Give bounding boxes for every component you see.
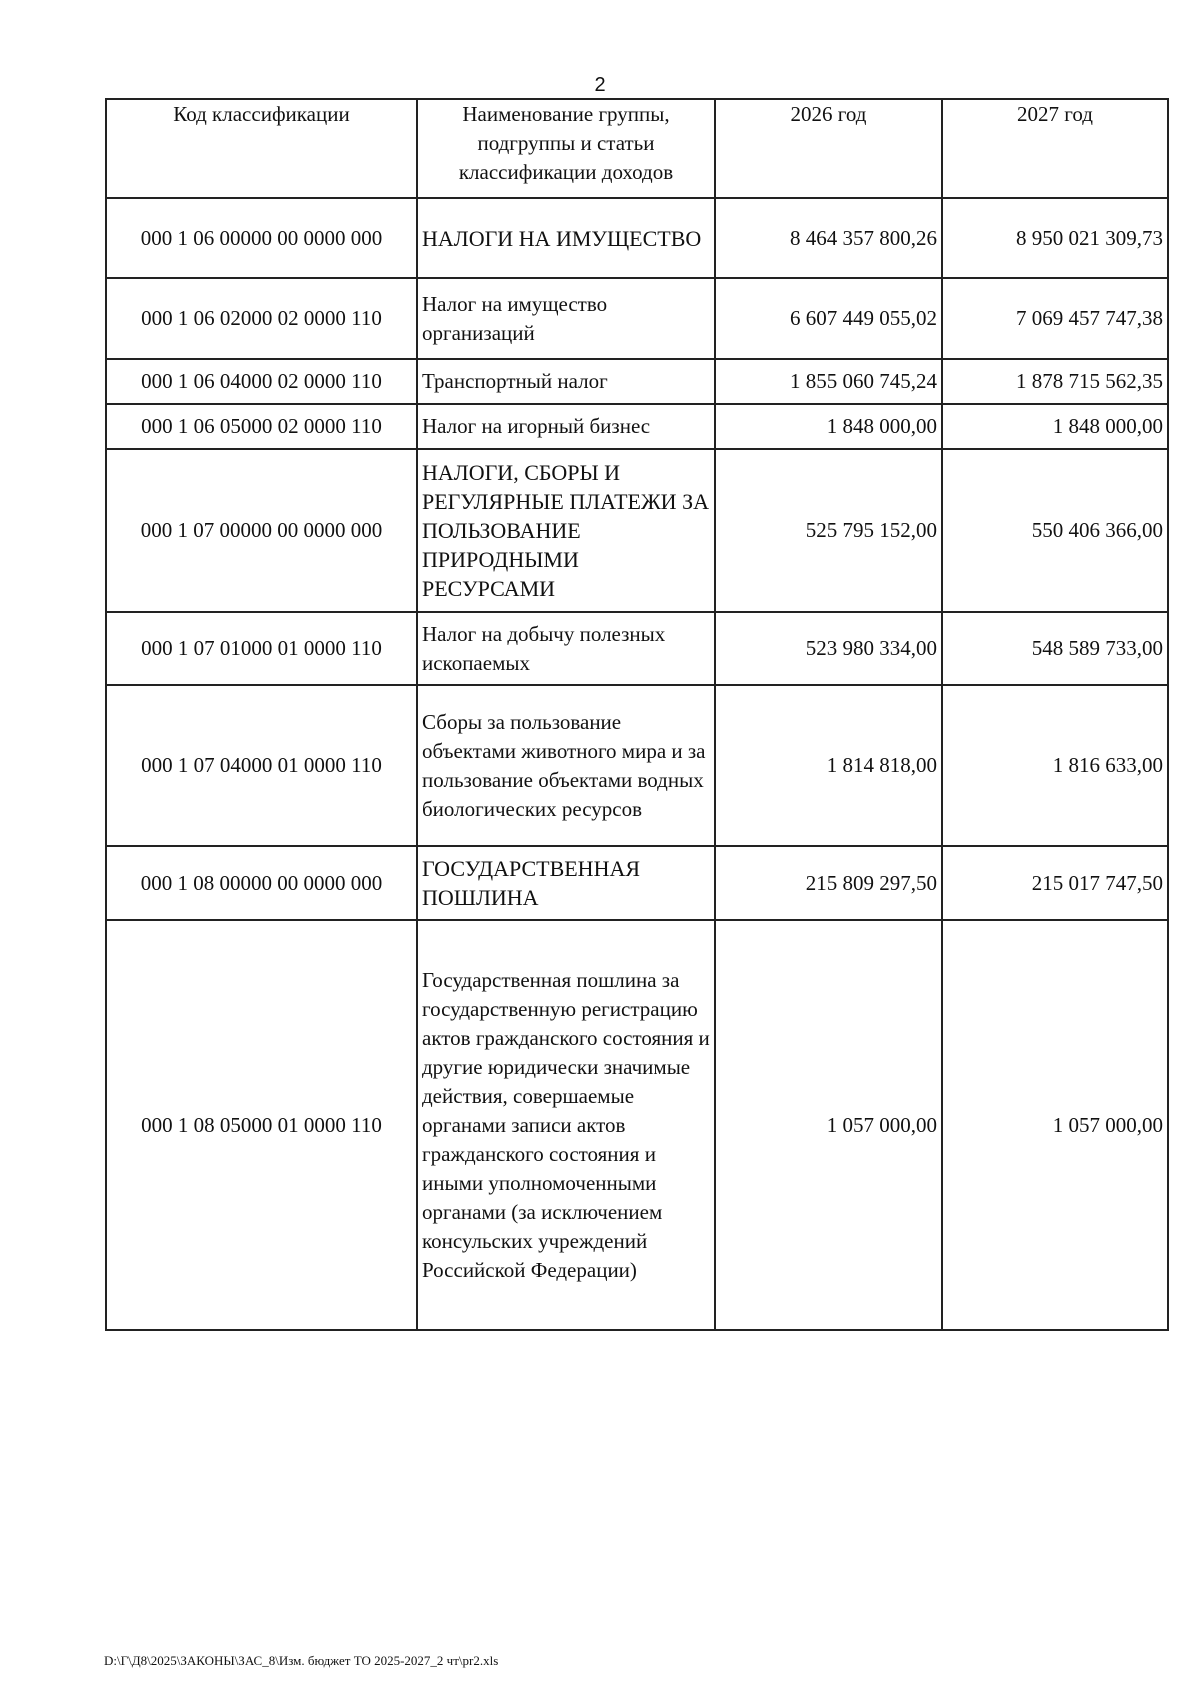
row-amount-2026: 1 814 818,00: [715, 685, 942, 846]
row-name: Налог на имущество организаций: [417, 278, 715, 359]
row-code: 000 1 06 02000 02 0000 110: [106, 278, 417, 359]
row-amount-2026: 1 848 000,00: [715, 404, 942, 449]
row-name: Налог на добычу полезных ископаемых: [417, 612, 715, 685]
row-name: НАЛОГИ, СБОРЫ И РЕГУЛЯРНЫЕ ПЛАТЕЖИ ЗА ПОЛЬЗОВАНИЕ ПРИРОДНЫМИ РЕСУРСАМИ: [417, 449, 715, 612]
table-row: [106, 612, 1168, 685]
row-amount-2027: 7 069 457 747,38: [942, 278, 1168, 359]
row-code: 000 1 07 01000 01 0000 110: [106, 612, 417, 685]
table-row: [106, 198, 1168, 278]
row-amount-2026: 1 855 060 745,24: [715, 359, 942, 404]
header-code: Код классификации: [106, 99, 417, 198]
header-year-2026: 2026 год: [715, 99, 942, 198]
row-amount-2027: 548 589 733,00: [942, 612, 1168, 685]
header-name: Наименование группы, подгруппы и статьи классификации доходов: [417, 99, 715, 198]
row-amount-2027: 8 950 021 309,73: [942, 198, 1168, 278]
table-row: [106, 278, 1168, 359]
row-amount-2027: 1 057 000,00: [942, 920, 1168, 1330]
row-amount-2026: 6 607 449 055,02: [715, 278, 942, 359]
row-name: Транспортный налог: [417, 359, 715, 404]
row-code: 000 1 08 00000 00 0000 000: [106, 846, 417, 920]
row-amount-2027: 1 848 000,00: [942, 404, 1168, 449]
header-year-2027: 2027 год: [942, 99, 1168, 198]
table-row: [106, 920, 1168, 1330]
row-code: 000 1 06 04000 02 0000 110: [106, 359, 417, 404]
row-amount-2026: 215 809 297,50: [715, 846, 942, 920]
row-amount-2027: 1 878 715 562,35: [942, 359, 1168, 404]
row-code: 000 1 07 04000 01 0000 110: [106, 685, 417, 846]
row-name: Сборы за пользование объектами животного мира и за пользование объектами водных биологических ресурсов: [417, 685, 715, 846]
table-row: [106, 846, 1168, 920]
row-amount-2027: 1 816 633,00: [942, 685, 1168, 846]
row-amount-2026: 525 795 152,00: [715, 449, 942, 612]
row-amount-2026: 8 464 357 800,26: [715, 198, 942, 278]
row-name: Налог на игорный бизнес: [417, 404, 715, 449]
table-row: [106, 449, 1168, 612]
page-number: 2: [594, 74, 606, 96]
row-name: ГОСУДАРСТВЕННАЯ ПОШЛИНА: [417, 846, 715, 920]
row-code: 000 1 07 00000 00 0000 000: [106, 449, 417, 612]
row-code: 000 1 06 05000 02 0000 110: [106, 404, 417, 449]
row-code: 000 1 06 00000 00 0000 000: [106, 198, 417, 278]
row-code: 000 1 08 05000 01 0000 110: [106, 920, 417, 1330]
table-row: [106, 685, 1168, 846]
table-header-row: [106, 99, 1168, 198]
footer-file-path: D:\Г\Д8\2025\ЗАКОНЫ\ЗАС_8\Изм. бюджет ТО 2025-2027_2 чт\pr2.xls: [104, 1653, 499, 1668]
row-amount-2027: 215 017 747,50: [942, 846, 1168, 920]
table-row: [106, 359, 1168, 404]
row-name: НАЛОГИ НА ИМУЩЕСТВО: [417, 198, 715, 278]
table-row: [106, 404, 1168, 449]
row-amount-2026: 1 057 000,00: [715, 920, 942, 1330]
row-amount-2027: 550 406 366,00: [942, 449, 1168, 612]
row-name: Государственная пошлина за государственную регистрацию актов гражданского состояния и другие юридически значимые действия, совершаемые органами записи актов гражданского состояния и иными уполномоченными органами (за исключением консульских учреждений Российской Федерации): [417, 920, 715, 1330]
revenue-table: [105, 98, 1169, 1331]
row-amount-2026: 523 980 334,00: [715, 612, 942, 685]
